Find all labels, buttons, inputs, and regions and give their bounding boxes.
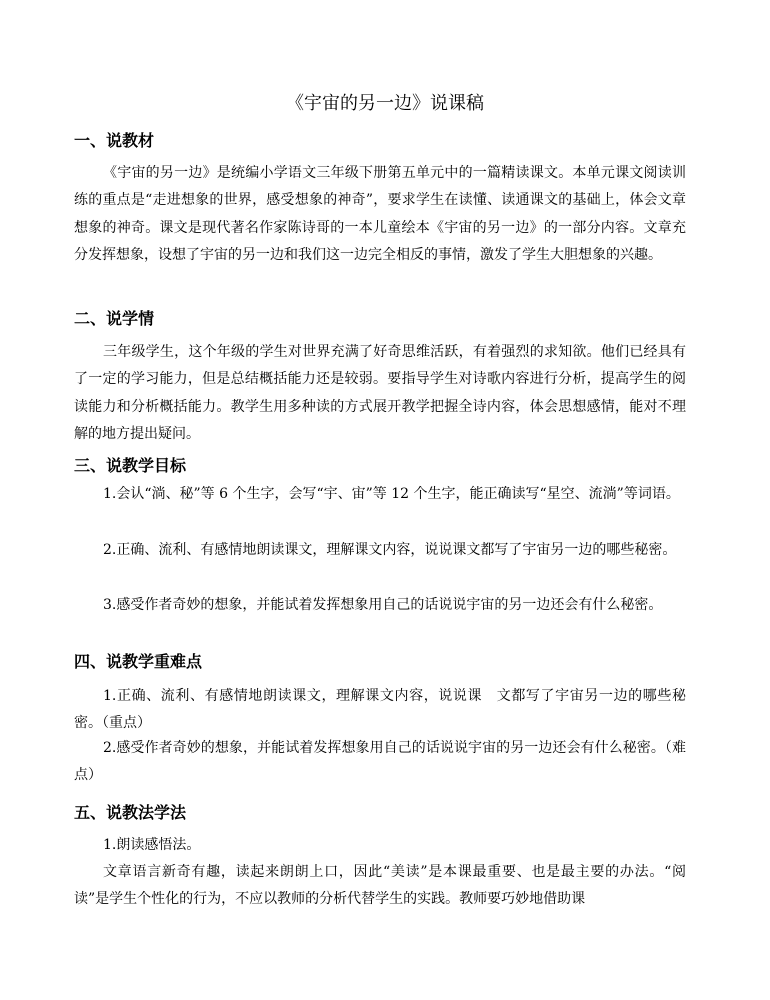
- section-heading-teaching-material: 一、说教材: [74, 131, 155, 150]
- paragraph-teaching-material: 《宇宙的另一边》是统编小学语文三年级下册第五单元中的一篇精读课文。本单元课文阅读训练的重点是“走进想象的世界，感受想象的神奇”，要求学生在读懂、读通课文的基础上，体会文章想象的神奇。课文是现代著名作家陈诗哥的一本儿童绘本《宇宙的另一边》的一部分内容。文章充分发挥想象，设想了宇宙的另一边和我们这一边完全相反的事情，激发了学生大胆想象的兴趣。: [74, 165, 686, 264]
- paragraph-student-analysis: 三年级学生，这个年级的学生对世界充满了好奇思维活跃，有着强烈的求知欲。他们已经具有了一定的学习能力，但是总结概括能力还是较弱。要指导学生对诗歌内容进行分析，提高学生的阅读能力和分析概括能力。教学生用多种读的方式展开教学把握全诗内容，体会思想感情，能对不理解的地方提出疑问。: [74, 344, 686, 443]
- section-heading-student-analysis: 二、说学情: [74, 309, 155, 328]
- goal-item-1: 1.会认“淌、秘”等 6 个生字，会写“宇、宙”等 12 个生字，能正确读写“星空、流淌”等词语。: [103, 486, 680, 502]
- page-title: 《宇宙的另一边》说课稿: [286, 93, 484, 114]
- key-point-item-1: 1.正确、流利、有感情地朗读课文，理解课文内容，说说课 文都写了宇宙另一边的哪些秘密。（重点）: [74, 688, 686, 732]
- method-paragraph: 文章语言新奇有趣，读起来朗朗上口，因此“美读”是本课最重要、也是最主要的办法。“阅读”是学生个性化的行为，不应以教师的分析代替学生的实践。教师要巧妙地借助课: [74, 864, 686, 908]
- section-heading-teaching-goals: 三、说教学目标: [74, 456, 187, 475]
- key-point-item-2: 2.感受作者奇妙的想象，并能试着发挥想象用自己的话说说宇宙的另一边还会有什么秘密。（难点）: [74, 740, 686, 784]
- method-item-1: 1.朗读感悟法。: [103, 837, 201, 853]
- section-heading-methods: 五、说教法学法: [74, 803, 187, 822]
- section-heading-key-points: 四、说教学重难点: [74, 652, 203, 671]
- goal-item-3: 3.感受作者奇妙的想象，并能试着发挥想象用自己的话说说宇宙的另一边还会有什么秘密。: [103, 597, 663, 613]
- goal-item-2: 2.正确、流利、有感情地朗读课文，理解课文内容，说说课文都写了宇宙另一边的哪些秘密。: [103, 542, 677, 558]
